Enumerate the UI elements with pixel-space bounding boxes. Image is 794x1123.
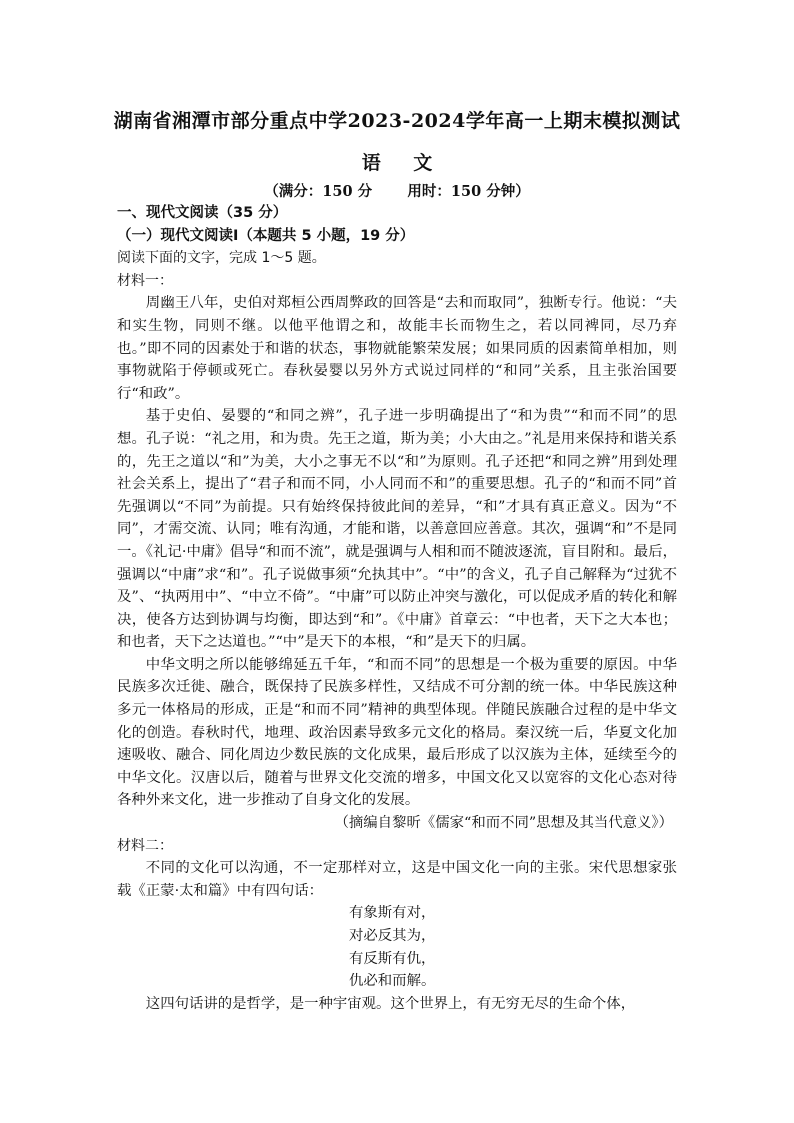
exam-title: 湖南省湘潭市部分重点中学2023-2024学年高一上期末模拟测试 (113, 110, 681, 132)
poem-line: 仇必和而解。 (349, 973, 436, 990)
material-1-paragraph: 中华文明之所以能够绵延五千年，“和而不同”的思想是一个极为重要的原因。中华民族多次迁徙、融合，既保持了民族多样性，又结成不可分割的统一体。中华民族这种多元一体格局的形成，正是“和而不同”精神的典型体现。伴随民族融合过程的是中华文化的创造。春秋时代，地理、政治因素导致多元文化的格局。秦汉统一后，华夏文化加速吸收、融合、同化周边少数民族的文化成果，最后形成了以汉族为主体，延续至今的中华文化。汉唐以后，随着与世界文化交流的增多，中国文化又以宽容的文化心态对待各种外来文化，进一步推动了自身文化的发展。 (117, 656, 677, 809)
subject-title: 语 文 (361, 152, 433, 174)
instruction: 阅读下面的文字，完成 1～5 题。 (117, 250, 326, 267)
poem-line: 有象斯有对， (349, 905, 436, 922)
poem-line: 对必反其为， (349, 928, 436, 944)
material-1-label: 材料一： (117, 272, 173, 289)
section-heading: 一、现代文阅读（35 分） (117, 205, 288, 221)
poem (117, 902, 677, 992)
material-2-intro: 不同的文化可以沟通，不一定那样对立，这是中国文化一向的主张。宋代思想家张载《正蒙·太和篇》中有四句话： (117, 860, 677, 899)
material-1-paragraph: 基于史伯、晏婴的“和同之辨”，孔子进一步明确提出了“和为贵”“和而不同”的思想。孔子说：“礼之用，和为贵。先王之道，斯为美；小大由之。”礼是用来保持和谐关系的，先王之道以“和”为美，大小之事无不以“和”为原则。孔子还把“和同之辨”用到处理社会关系上，提出了“君子和而不同，小人同而不和”的重要思想。孔子的“和而不同”首先强调以“不同”为前提。只有始终保持彼此间的差异，“和”才具有真正意义。因为“不同”，才需交流、认同；唯有沟通，才能和谐，以善意回应善意。其次，强调“和”不是同一。《礼记·中庸》倡导“和而不流”，就是强调与人相和而不随波逐流，盲目附和。最后，强调以“中庸”求“和”。孔子说做事须“允执其中”。“中”的含义，孔子自己解释为“过犹不及”、“执两用中”、“中立不倚”。“中庸”可以防止冲突与激化，可以促成矛盾的转化和解决，使各方达到协调与均衡，即达到“和”。《中庸》首章云：“中也者，天下之大本也；和也者，天下之达道也。”“中”是天下的本根，“和”是天下的归属。 (117, 408, 677, 651)
exam-content (117, 202, 677, 1015)
poem-line: 有反斯有仇， (349, 950, 436, 967)
material-2-paragraph: 这四句话讲的是哲学，是一种宇宙观。这个世界上，有无穷无尽的生命个体， (145, 995, 636, 1012)
subsection-heading: （一）现代文阅读Ⅰ（本题共 5 小题，19 分） (117, 227, 415, 244)
exam-meta: （满分：150 分 用时：150 分钟） (264, 183, 530, 200)
material-1-source: （摘编自黎昕《儒家“和而不同”思想及其当代意义》） (334, 815, 673, 832)
material-1-paragraph: 周幽王八年，史伯对郑桓公西周弊政的回答是“去和而取同”，独断专行。他说：“夫和实生物，同则不继。以他平他谓之和，故能丰长而物生之，若以同裨同，尽乃弃也。”即不同的因素处于和谐的状态，事物就能繁荣发展；如果同质的因素简单相加，则事物就陷于停顿或死亡。春秋晏婴以另外方式说过同样的“和同”关系，且主张治国要行“和政”。 (117, 295, 677, 402)
material-2-label: 材料二： (117, 837, 173, 854)
